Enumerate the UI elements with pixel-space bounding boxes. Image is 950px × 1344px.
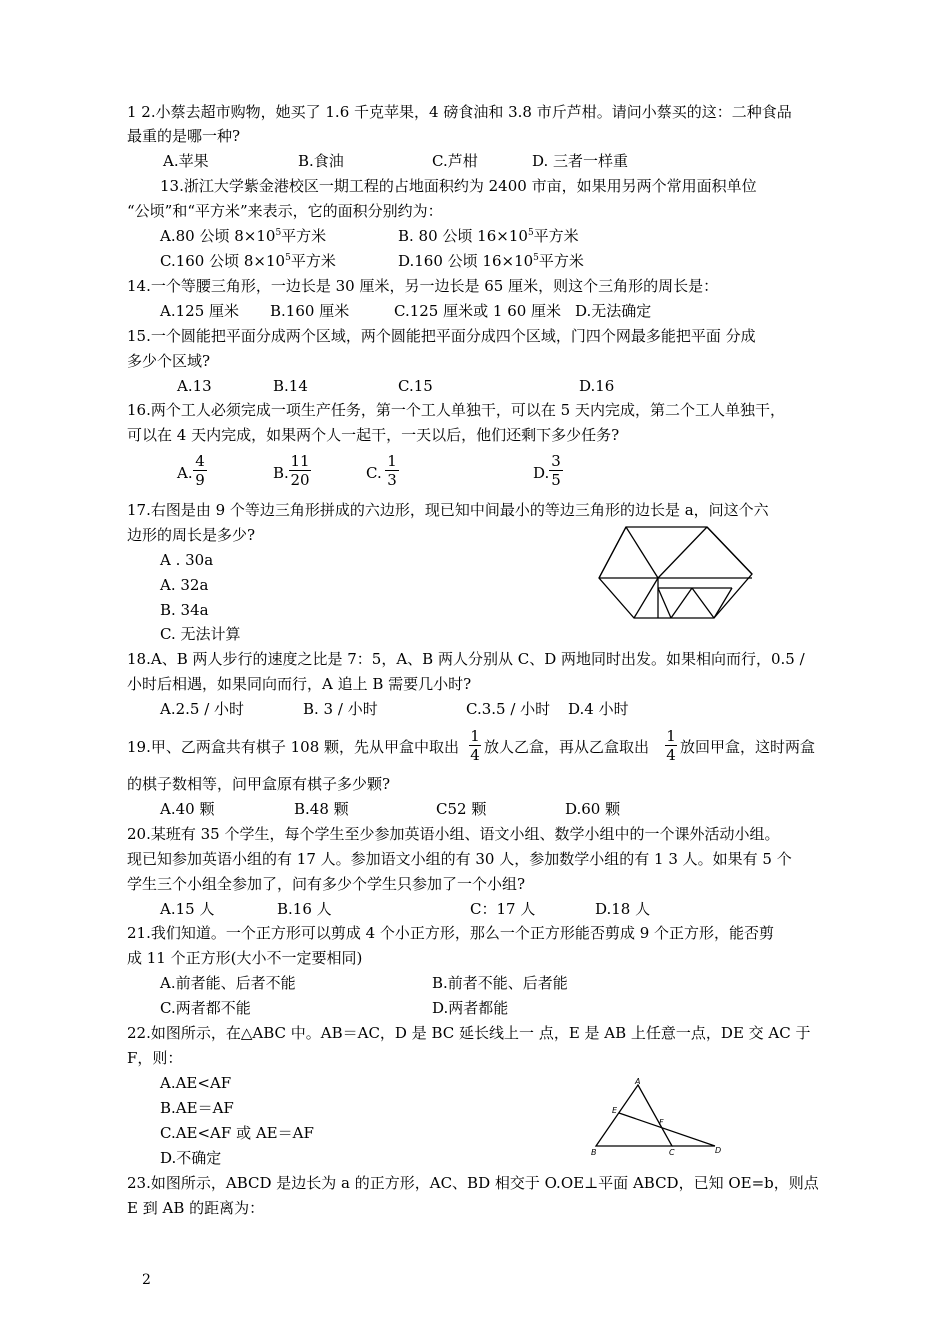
q14-option-c: C.125 厘米或 1 60 厘米	[394, 302, 562, 320]
q22-option-a: A.AE<AF	[160, 1074, 232, 1092]
q19-line1-part1: 19.甲、乙两盒共有棋子 108 颗，先从甲盒中取出	[127, 738, 460, 756]
q16-line1: 16.两个工人必须完成一项生产任务，第一个工人单独干，可以在 5 天内完成，第二个工人单独干，	[127, 401, 785, 419]
q12-option-a: A.苹果	[163, 152, 209, 170]
q15-option-a: A.13	[177, 377, 212, 395]
q21-option-b: B.前者不能、后者能	[432, 974, 568, 992]
page-number: 2	[142, 1272, 151, 1288]
q13-option-c: C.160 公顷 $8\times 10^5$平方米	[160, 252, 336, 270]
q12-option-b: B.食油	[298, 152, 344, 170]
q18-option-d: D.4 小时	[568, 700, 629, 718]
q21-option-c: C.两者都不能	[160, 999, 251, 1017]
q17-option-4: C. 无法计算	[160, 625, 241, 643]
q20-line3: 学生三个小组全参加了，问有多少个学生只参加了一个小组?	[127, 875, 526, 893]
q17-line1: 17.右图是由 9 个等边三角形拼成的六边形，现已知中间最小的等边三角形的边长是 a，问这个六	[127, 501, 769, 519]
triangle-figure	[586, 1077, 728, 1157]
q23-line2: E 到 AB 的距离为：	[127, 1199, 265, 1217]
q20-line2: 现已知参加英语小组的有 17 人。参加语文小组的有 30 人，参加数学小组的有 1 3 人。如果有 5 个	[127, 850, 792, 868]
q20-option-b: B.16 人	[277, 900, 332, 918]
vertex-label-c: C	[669, 1148, 675, 1157]
q14-option-d: D.无法确定	[575, 302, 652, 320]
q16-option-b-label: B.	[273, 464, 289, 482]
q13-option-b: B. 80 公顷 $16\times 10^5$平方米	[398, 227, 579, 245]
q15-line1: 15.一个圆能把平面分成两个区域，两个圆能把平面分成四个区域，门四个网最多能把平面 分成	[127, 327, 756, 345]
q13-option-a: A.80 公顷 $8\times 10^5$平方米	[160, 227, 327, 245]
q12-line1: 1 2.小蔡去超市购物，她买了 1.6 千克苹果，4 磅食油和 3.8 市斤芦柑。请问小蔡买的这：二种食品	[127, 103, 792, 121]
vertex-label-b: B	[591, 1148, 597, 1157]
vertex-label-d: D	[715, 1146, 722, 1155]
q12-option-d: D. 三者一样重	[532, 152, 629, 170]
q20-option-a: A.15 人	[160, 900, 215, 918]
q19-line1-part2: 放人乙盒，再从乙盒取出	[484, 738, 650, 756]
q19-fraction-1: $\frac{1}{4}$	[470, 727, 480, 764]
vertex-label-f: F	[659, 1118, 664, 1127]
q18-option-b: B. 3 / 小时	[303, 700, 378, 718]
q13-option-d: D.160 公顷 $16\times 10^5$平方米	[398, 252, 584, 270]
q16-option-c-label: C.	[366, 464, 382, 482]
q21-option-d: D.两者都能	[432, 999, 509, 1017]
q22-option-c: C.AE<AF 或 AE＝AF	[160, 1124, 314, 1142]
q13-line2: “公顷”和“平方米”来表示，它的面积分别约为：	[127, 202, 443, 220]
q12-line2: 最重的是哪一种?	[127, 127, 241, 145]
q14-option-a: A.125 厘米	[160, 302, 239, 320]
q16-option-b-fraction: $\frac{11}{20}$	[290, 452, 310, 489]
q19-fraction-2: $\frac{1}{4}$	[666, 727, 676, 764]
q18-line1: 18.A、B 两人步行的速度之比是 7：5，A、B 两人分别从 C、D 两地同时出发。如果相向而行，0.5 /	[127, 650, 805, 668]
q22-line2: F，则：	[127, 1049, 183, 1067]
q17-option-1: A . 30a	[160, 551, 214, 569]
vertex-label-e: E	[612, 1106, 618, 1115]
q16-option-d-label: D.	[533, 464, 550, 482]
q19-option-d: D.60 颗	[565, 800, 621, 818]
q21-option-a: A.前者能、后者不能	[160, 974, 296, 992]
q15-option-b: B.14	[273, 377, 308, 395]
q18-option-a: A.2.5 / 小时	[160, 700, 245, 718]
q20-line1: 20.某班有 35 个学生，每个学生至少参加英语小组、语文小组、数学小组中的一个课外活动小组。	[127, 825, 780, 843]
q19-option-a: A.40 颗	[160, 800, 215, 818]
q13-line1: 13.浙江大学紫金港校区一期工程的占地面积约为 2400 市亩，如果用另两个常用面积单位	[160, 177, 757, 195]
q20-option-c: C：17 人	[470, 900, 536, 918]
q19-option-b: B.48 颗	[294, 800, 349, 818]
q17-line2: 边形的周长是多少?	[127, 526, 256, 544]
q16-option-d-fraction: $\frac{3}{5}$	[549, 452, 563, 489]
q16-option-c-fraction: $\frac{1}{3}$	[385, 452, 399, 489]
q16-option-a-label: A.	[177, 464, 193, 482]
q21-line2: 成 11 个正方形(大小不一定要相同)	[127, 949, 363, 967]
q15-option-d: D.16	[579, 377, 615, 395]
vertex-label-a: A	[635, 1077, 641, 1086]
q22-option-b: B.AE＝AF	[160, 1099, 234, 1117]
q19-option-c: C52 颗	[436, 800, 487, 818]
q21-line1: 21.我们知道。一个正方形可以剪成 4 个小正方形，那么一个正方形能否剪成 9 个正方形，能否剪	[127, 924, 775, 942]
hexagon-figure	[596, 523, 756, 623]
q20-option-d: D.18 人	[595, 900, 651, 918]
q16-line2: 可以在 4 天内完成，如果两个人一起干，一天以后，他们还剩下多少任务?	[127, 426, 620, 444]
q23-line1: 23.如图所示，ABCD 是边长为 a 的正方形，AC、BD 相交于 O.OE⊥平面 ABCD，已知 OE=b，则点	[127, 1174, 819, 1192]
q17-option-2: A. 32a	[160, 576, 209, 594]
q18-option-c: C.3.5 / 小时	[466, 700, 551, 718]
q15-line2: 多少个区域?	[127, 352, 211, 370]
q14-line1: 14.一个等腰三角形，一边长是 30 厘米，另一边长是 65 厘米，则这个三角形的周长是：	[127, 277, 719, 295]
q22-option-d: D.不确定	[160, 1149, 222, 1167]
q19-line1-part3: 放回甲盒，这时两盒	[680, 738, 816, 756]
q18-line2: 小时后相遇，如果同向而行，A 追上 B 需要几小时?	[127, 675, 472, 693]
q17-option-3: B. 34a	[160, 601, 209, 619]
q15-option-c: C.15	[398, 377, 433, 395]
q12-option-c: C.芦柑	[432, 152, 478, 170]
q19-line2: 的棋子数相等，问甲盒原有棋子多少颗?	[127, 775, 391, 793]
q22-line1: 22.如图所示，在△ABC 中。AB＝AC，D 是 BC 延长线上一 点，E 是 AB 上任意一点，DE 交 AC 于	[127, 1024, 811, 1042]
q14-option-b: B.160 厘米	[270, 302, 350, 320]
q16-option-a-fraction: $\frac{4}{9}$	[193, 452, 207, 489]
